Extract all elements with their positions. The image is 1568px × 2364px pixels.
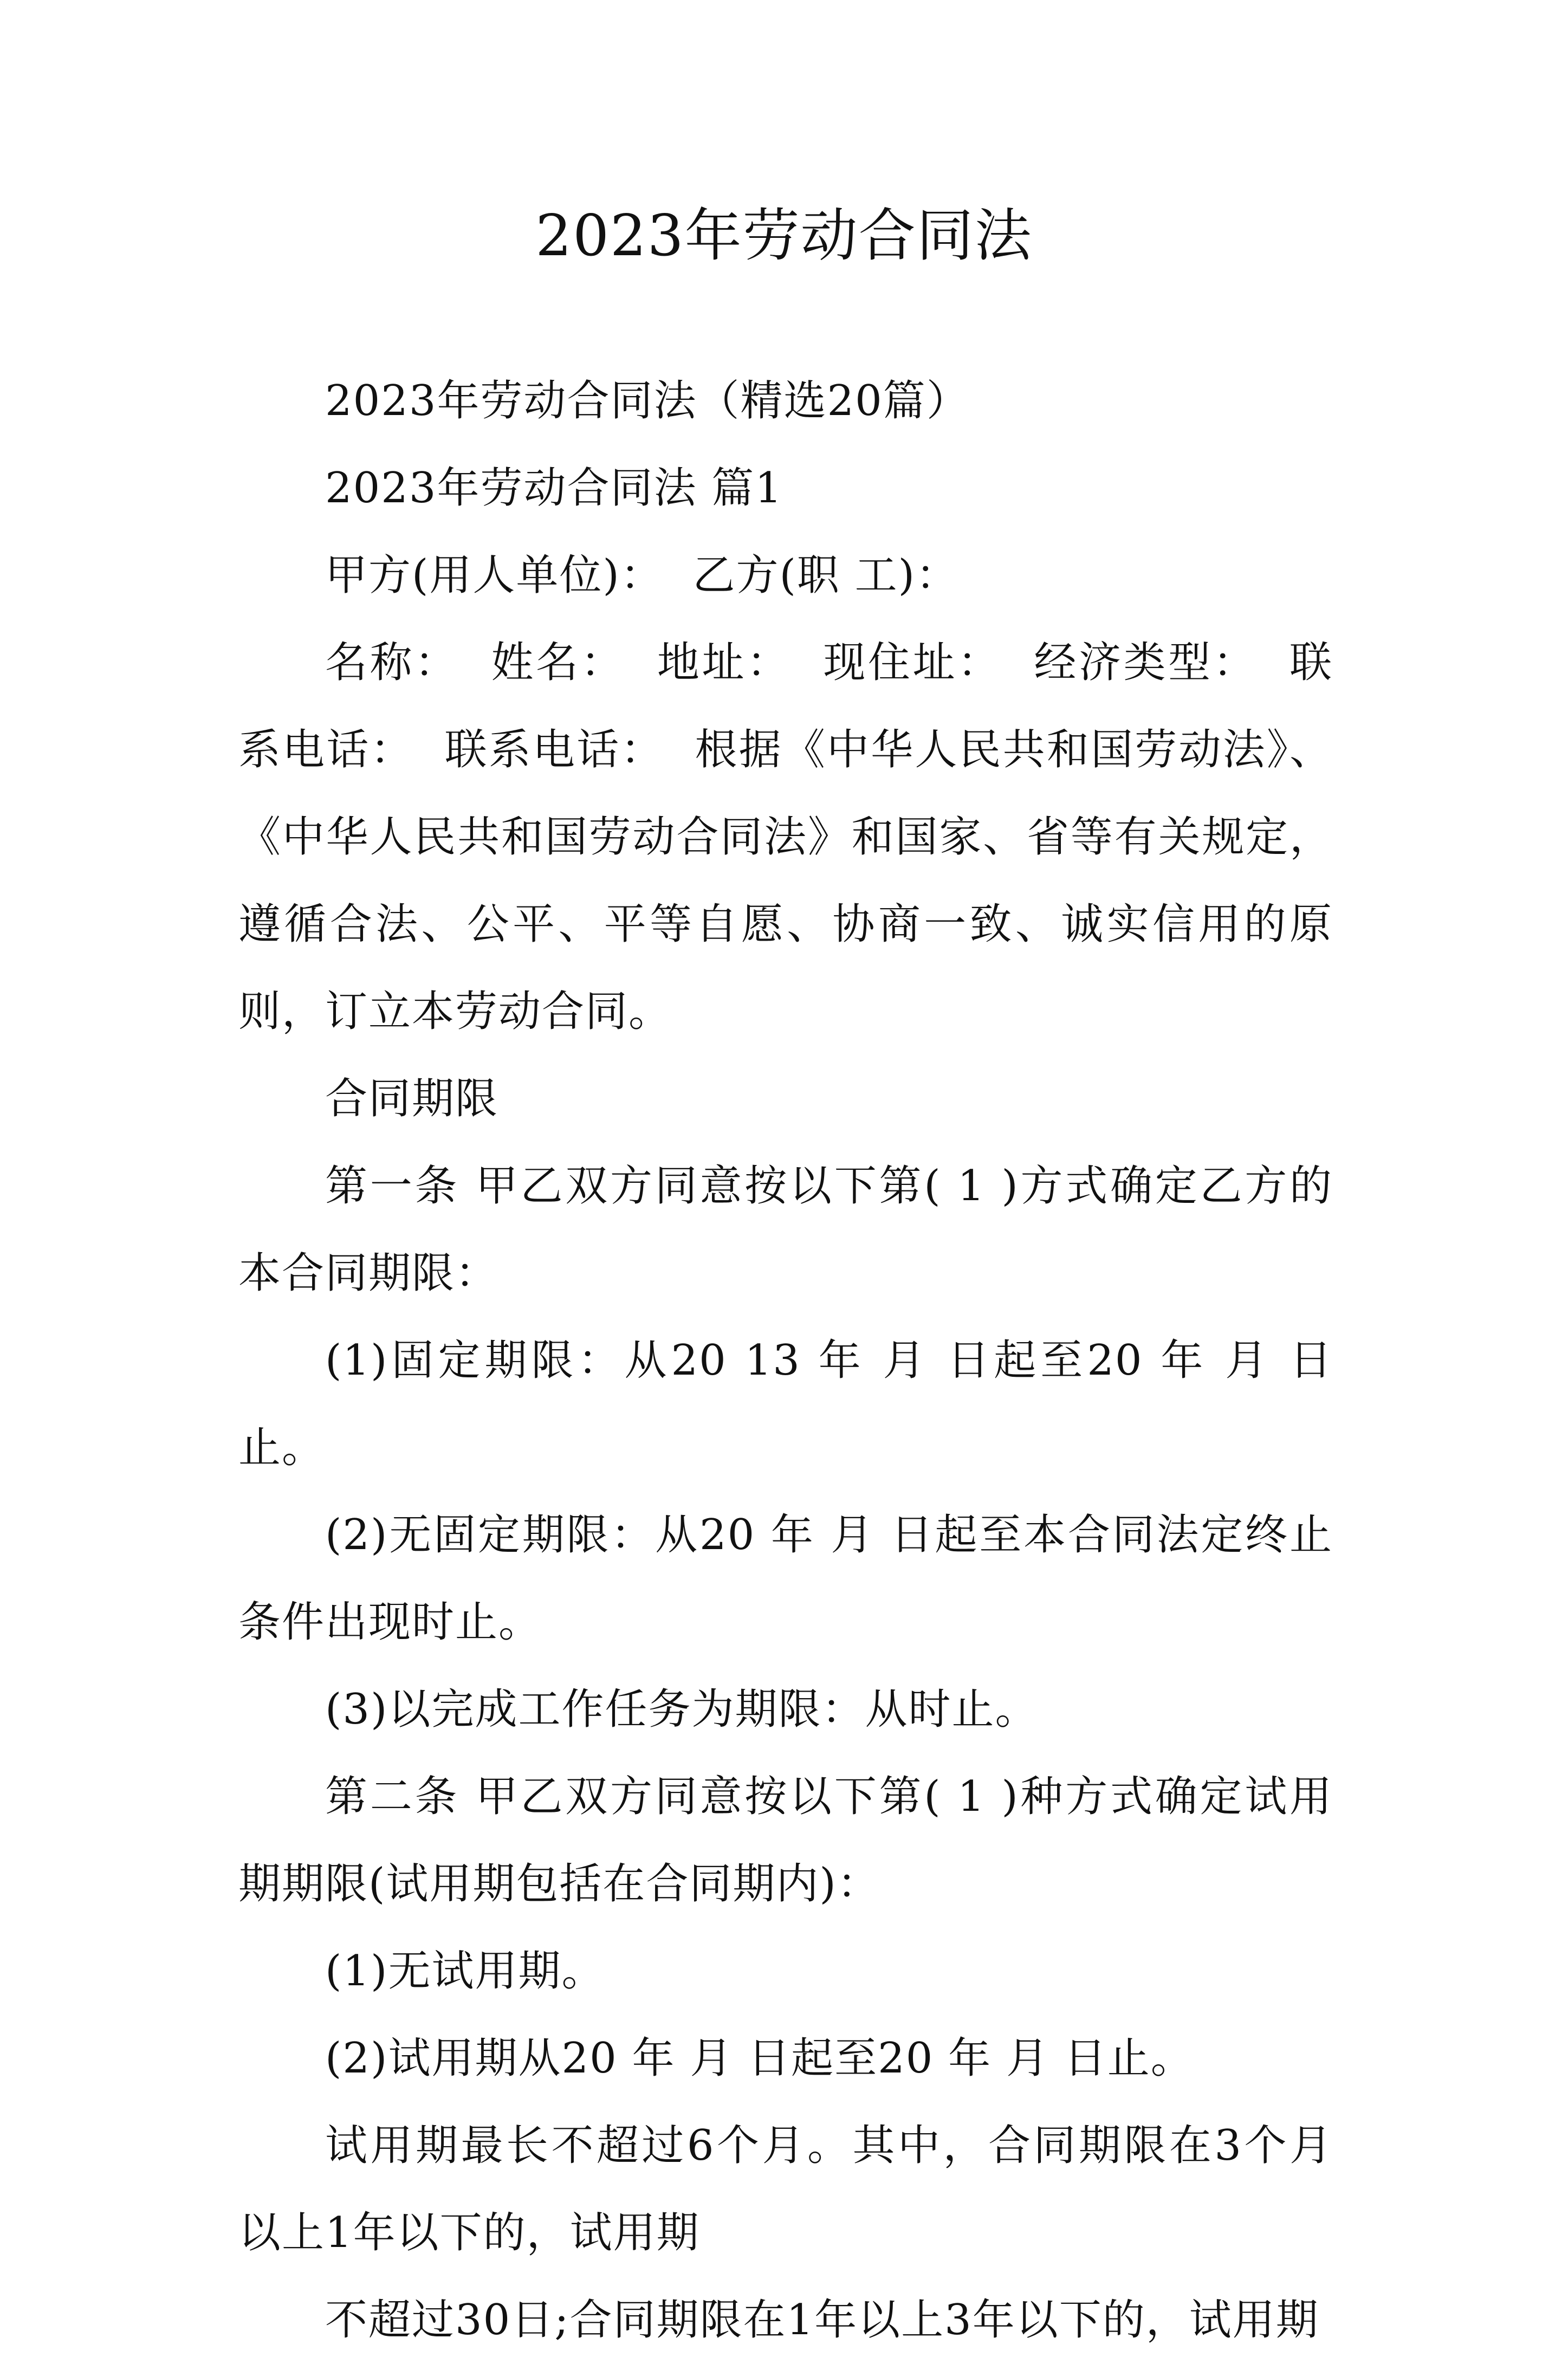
document-title: 2023年劳动合同法 xyxy=(535,203,1033,269)
article-1-option-2: (2)无固定期限：从20 年 月 日起至本合同法定终止条件出现时止。 xyxy=(238,1511,1333,1647)
article-2-option-1: (1)无试用期。 xyxy=(325,1947,605,1996)
preamble-paragraph: 名称： 姓名： 地址： 现住址： 经济类型： 联系电话： 联系电话： 根据《中华人民共和国劳动法》、《中华人民共和国劳动合同法》和国家、省等有关规定，遵循合法、公平、平等自愿、协商一致、诚实信用的原则，订立本劳动合同。 xyxy=(238,638,1333,1036)
probation-paragraph: 试用期最长不超过6个月。其中，合同期限在3个月以上1年以下的，试用期 xyxy=(238,2121,1333,2257)
document-body xyxy=(238,358,1333,2364)
article-1-option-3: (3)以完成工作任务为期限：从时止。 xyxy=(325,1685,1039,1734)
contract-term-heading: 合同期限 xyxy=(325,1074,499,1123)
subtitle-paragraph: 2023年劳动合同法（精选20篇） xyxy=(325,377,970,425)
probation-paragraph-continued: 不超过30日;合同期限在1年以上3年以下的，试用期 xyxy=(325,2296,1319,2344)
article-1-option-1: (1)固定期限：从20 13 年 月 日起至20 年 月 日止。 xyxy=(238,1336,1333,1472)
article-2-paragraph: 第二条 甲乙双方同意按以下第( 1 )种方式确定试用期期限(试用期包括在合同期内)： xyxy=(238,1772,1333,1908)
article-1-paragraph: 第一条 甲乙双方同意按以下第( 1 )方式确定乙方的本合同期限： xyxy=(238,1162,1333,1298)
parties-line: 甲方(用人单位)： 乙方(职 工)： xyxy=(325,551,960,600)
section-heading: 2023年劳动合同法 篇1 xyxy=(325,464,783,513)
article-2-option-2: (2)试用期从20 年 月 日起至20 年 月 日止。 xyxy=(325,2034,1194,2083)
